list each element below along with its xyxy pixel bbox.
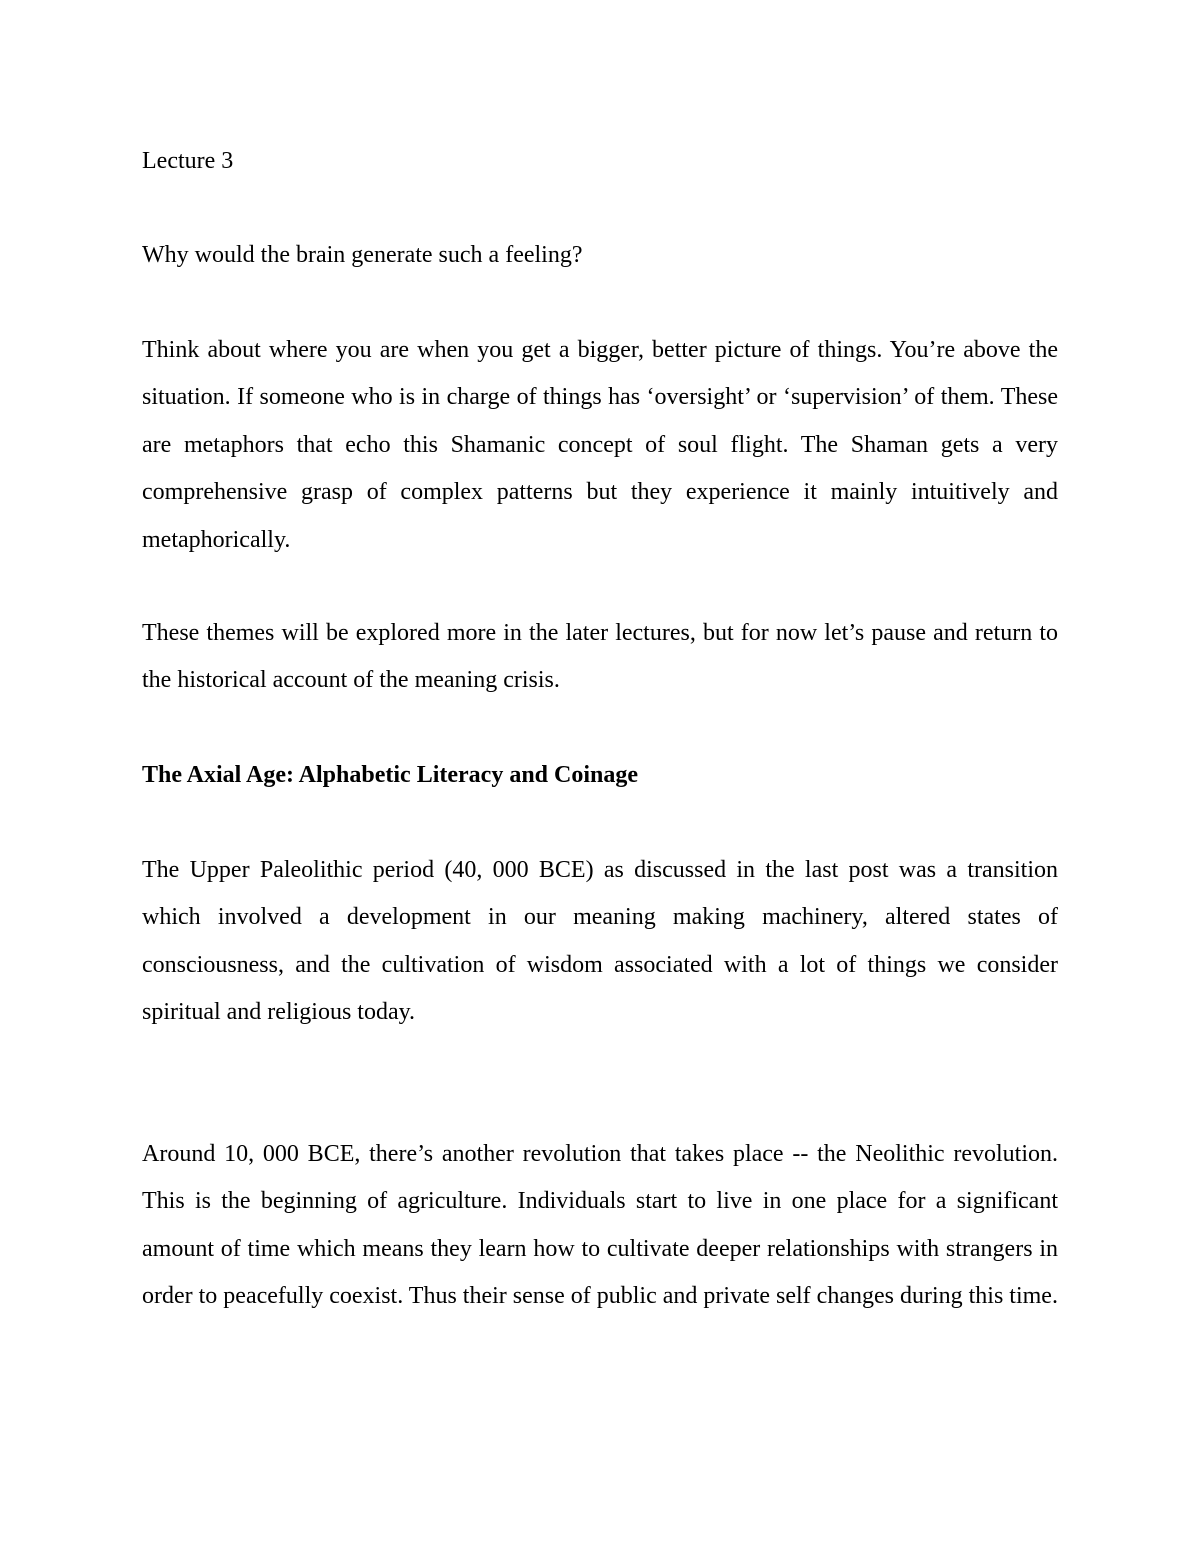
section-heading: The Axial Age: Alphabetic Literacy and Coinage [142,762,639,788]
paragraph-soul-flight: Think about where you are when you get a bigger, better picture of things. You’re above the situation. If someone who is in charge of things has ‘oversight’ or ‘supervision’ of them. These are metaphors that echo this Shamanic concept of soul flight. The Shaman gets a very comprehensive grasp of complex patterns but they experience it mainly intuitively and metaphorically. [142,337,1058,553]
paragraph-neolithic: Around 10, 000 BCE, there’s another revolution that takes place -- the Neolithic revolution. This is the beginning of agriculture. Individuals start to live in one place for a significant amount of time which means they learn how to cultivate deeper relationships with strangers in order to peacefully coexist. Thus their sense of public and private self changes during this time. [142,1141,1058,1310]
opening-question: Why would the brain generate such a feeling? [142,242,583,268]
paragraph-transition: These themes will be explored more in the later lectures, but for now let’s pause and return to the historical account of the meaning crisis. [142,620,1058,694]
paragraph-upper-paleolithic: The Upper Paleolithic period (40, 000 BCE) as discussed in the last post was a transition which involved a development in our meaning making machinery, altered states of consciousness, and the cultivation of wisdom associated with a lot of things we consider spiritual and religious today. [142,857,1058,1026]
lecture-label: Lecture 3 [142,148,234,174]
